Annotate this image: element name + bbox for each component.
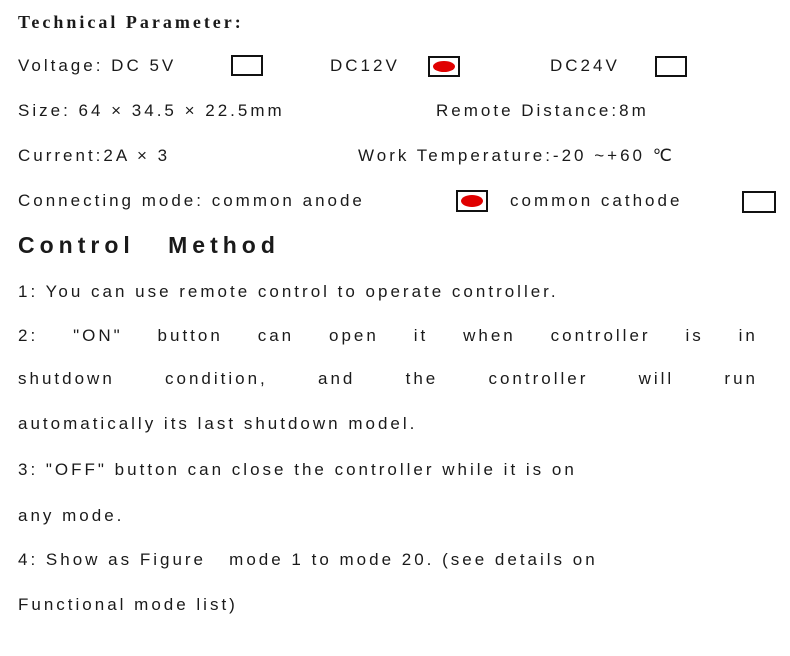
voltage-dc12v-label: DC12V [330,56,400,75]
common-cathode-label: common cathode [510,191,683,210]
word: condition, [165,369,268,388]
word: 2: [18,326,39,345]
word: controller [550,326,651,345]
word: it [413,326,429,345]
word: "ON" [73,326,123,345]
technical-parameter-heading: Technical Parameter: [18,12,244,32]
voltage-label: Voltage: DC 5V [18,56,177,75]
voltage-dc5v-checkbox[interactable] [231,55,263,76]
line-6: any mode. [18,506,125,525]
work-temperature-text: Work Temperature:-20 ~+60 ℃ [358,146,675,165]
current-text: Current:2A × 3 [18,146,171,165]
word: open [329,326,379,345]
common-cathode-checkbox[interactable] [742,191,776,213]
voltage-dc24v-checkbox[interactable] [655,56,687,77]
word: the [405,369,439,388]
word: when [463,326,516,345]
line-3 [18,368,758,390]
word: run [724,369,758,388]
word: shutdown [18,369,115,388]
word: in [738,326,758,345]
line-7: 4: Show as Figure mode 1 to mode 20. (see details on [18,550,598,569]
connecting-mode-label: Connecting mode: common anode [18,191,365,210]
word: button [157,326,223,345]
voltage-dc12v-checkbox[interactable] [428,56,460,77]
line-8: Functional mode list) [18,595,238,614]
word: and [318,369,356,388]
common-anode-checkbox[interactable] [456,190,488,212]
word: will [638,369,675,388]
word: is [685,326,704,345]
voltage-dc24v-label: DC24V [550,56,620,75]
line-5: 3: "OFF" button can close the controller while it is on [18,460,577,479]
line-2 [18,325,758,347]
remote-distance-text: Remote Distance:8m [436,101,649,120]
word: controller [488,369,589,388]
size-text: Size: 64 × 34.5 × 22.5mm [18,101,285,120]
line-1: 1: You can use remote control to operate controller. [18,282,559,301]
line-4: automatically its last shutdown model. [18,414,418,433]
control-method-heading: Control Method [18,232,280,258]
word: can [257,326,295,345]
